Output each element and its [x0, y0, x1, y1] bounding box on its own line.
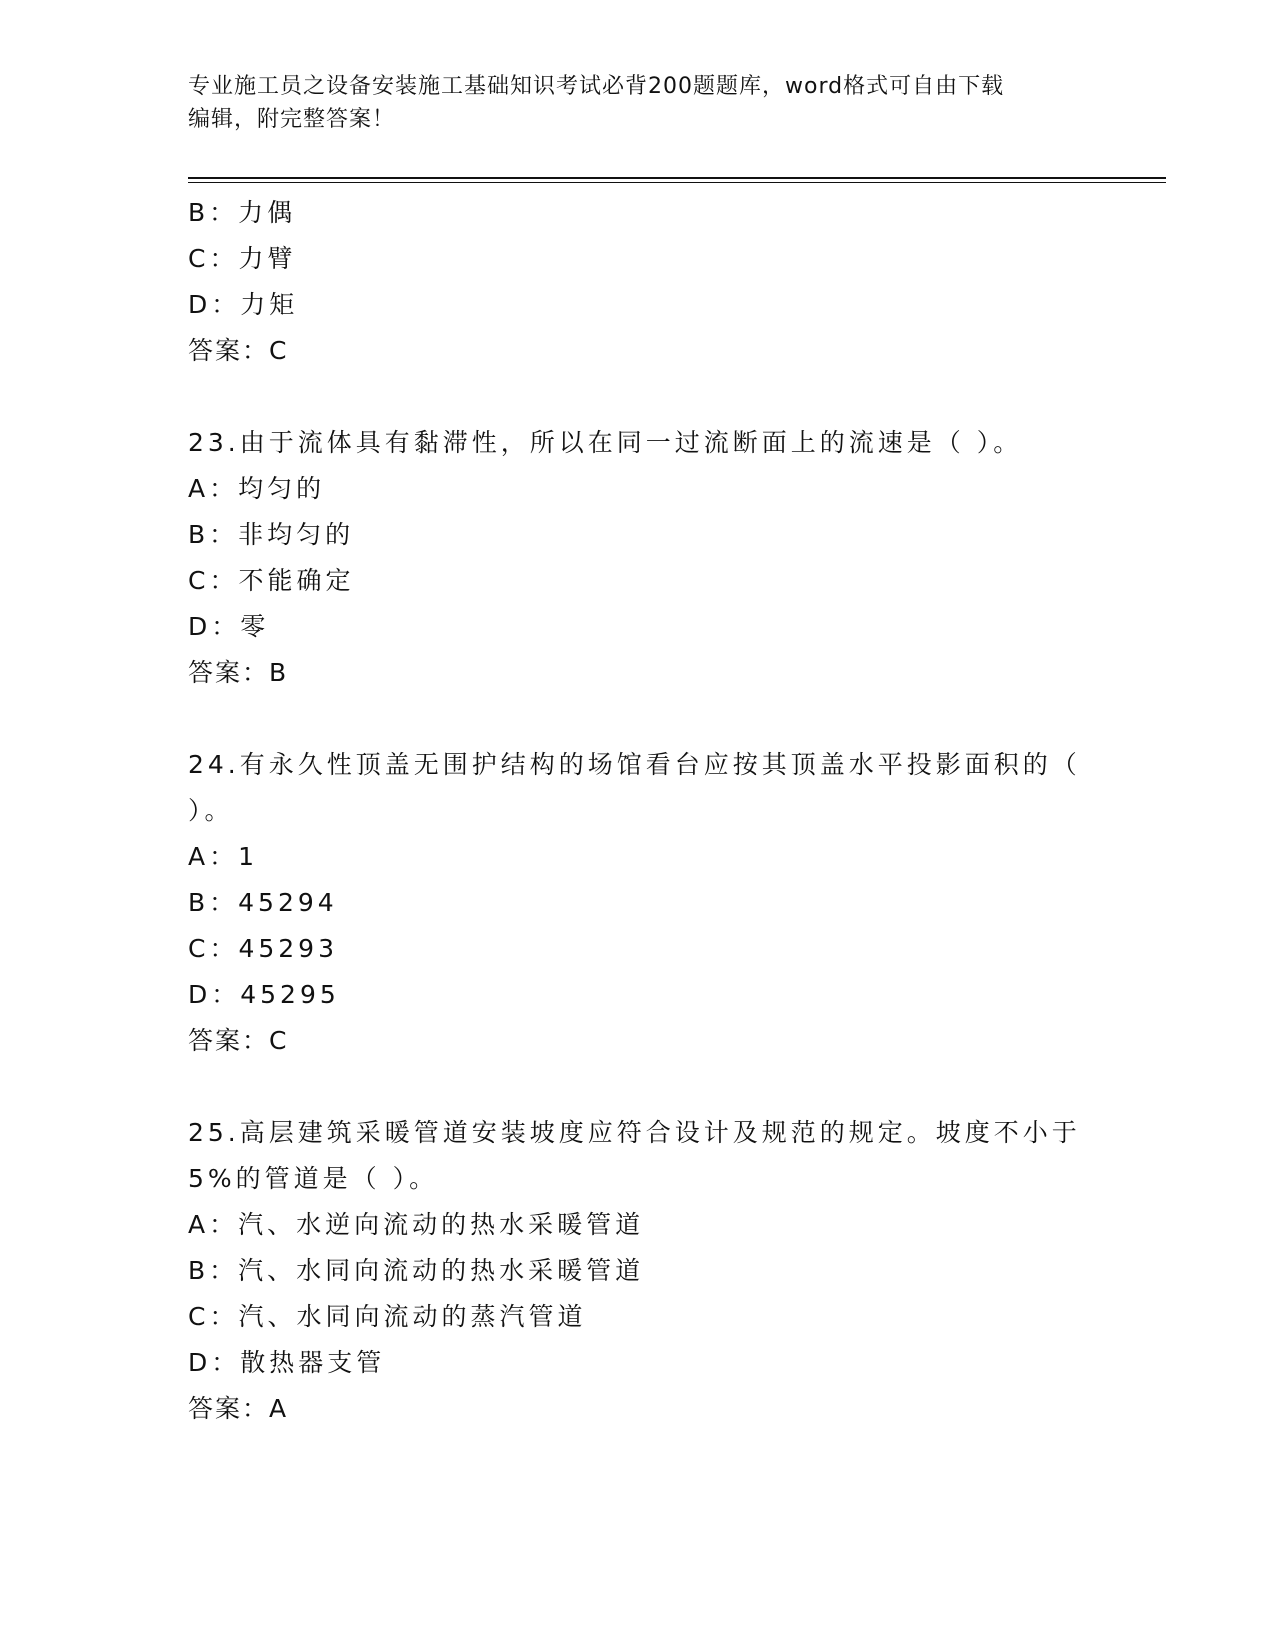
option-a: A：1 — [188, 842, 259, 871]
question-24 — [188, 742, 1088, 1064]
option-a: A：汽、水逆向流动的热水采暖管道 — [188, 1210, 645, 1239]
question-stem-line-2: ）。 — [188, 796, 234, 825]
question-stem-line-2: 5%的管道是（ ）。 — [188, 1164, 439, 1193]
spacer — [188, 1064, 1088, 1110]
document-header — [188, 70, 1088, 136]
spacer — [188, 696, 1088, 742]
question-stem-line-1: 25.高层建筑采暖管道安装坡度应符合设计及规范的规定。坡度不小于 — [188, 1118, 1081, 1147]
option-c: C：不能确定 — [188, 566, 355, 595]
spacer — [188, 374, 1088, 420]
option-d: D：散热器支管 — [188, 1348, 386, 1377]
question-25 — [188, 1110, 1088, 1432]
header-line-2: 编辑，附完整答案！ — [188, 107, 396, 132]
header-line-1: 专业施工员之设备安装施工基础知识考试必背200题题库，word格式可自由下载 — [188, 74, 1005, 99]
question-list — [188, 190, 1088, 1432]
option-b: B：45294 — [188, 888, 338, 917]
option-c: C：力臂 — [188, 244, 297, 273]
header-rule-thick — [188, 177, 1166, 179]
question-22 — [188, 190, 1088, 374]
option-d: D：零 — [188, 612, 270, 641]
answer-line: 答案：C — [188, 336, 289, 365]
option-b: B：非均匀的 — [188, 520, 355, 549]
option-c: C：汽、水同向流动的蒸汽管道 — [188, 1302, 587, 1331]
question-stem-line-1: 24.有永久性顶盖无围护结构的场馆看台应按其顶盖水平投影面积的（ — [188, 750, 1081, 779]
option-b: B：力偶 — [188, 198, 297, 227]
answer-line: 答案：C — [188, 1026, 289, 1055]
option-d: D：力矩 — [188, 290, 299, 319]
answer-line: 答案：B — [188, 658, 289, 687]
answer-line: 答案：A — [188, 1394, 289, 1423]
option-d: D：45295 — [188, 980, 340, 1009]
option-c: C：45293 — [188, 934, 338, 963]
question-stem: 23.由于流体具有黏滞性，所以在同一过流断面上的流速是（ ）。 — [188, 428, 1023, 457]
option-b: B：汽、水同向流动的热水采暖管道 — [188, 1256, 645, 1285]
option-a: A：均匀的 — [188, 474, 326, 503]
question-23 — [188, 420, 1088, 696]
header-rule-thin — [188, 182, 1166, 183]
